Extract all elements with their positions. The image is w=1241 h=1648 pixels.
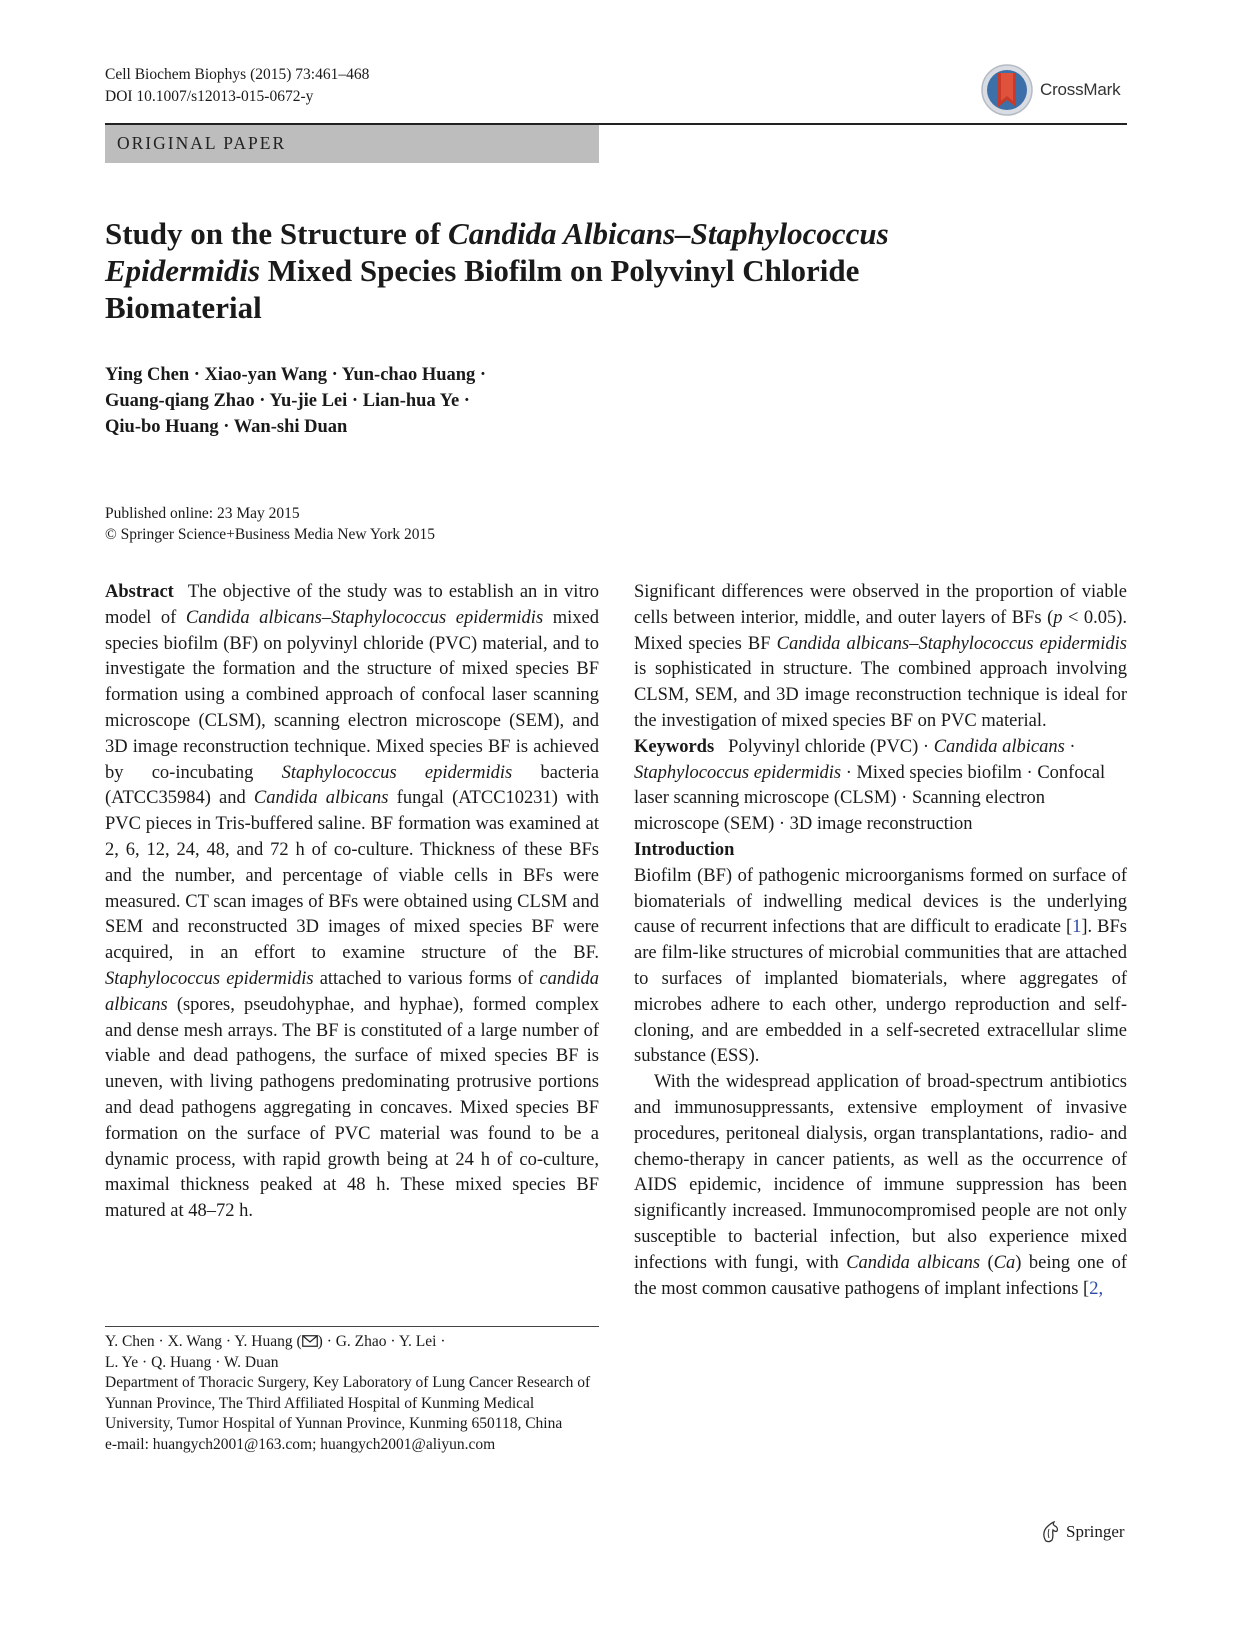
copyright-notice: © Springer Science+Business Media New York 2015 — [105, 526, 436, 543]
abstract-text: bacteria (ATCC35984) and — [105, 762, 599, 809]
reference-link[interactable]: 1 — [1072, 917, 1082, 938]
affiliation-text: Y. Chen · X. Wang · Y. Huang ( — [105, 1333, 302, 1350]
abstract-label: Abstract — [105, 582, 174, 602]
intro-italic: Candida albicans — [846, 1252, 981, 1273]
keyword-text: Polyvinyl chloride (PVC) · — [728, 736, 934, 757]
title-text-1: Study on the Structure of — [105, 216, 449, 251]
footnote-rule — [105, 1326, 599, 1327]
keywords-paragraph — [634, 735, 1127, 838]
abstract-text: mixed species biofilm (BF) on polyvinyl chloride (PVC) material, and to investigate the formation and the structure of mixed species BF formation using a combined approach of confocal laser scanning microscope (CLSM), scanning electron microscope (SEM), and 3D image reconstruction technique. Mixed species BF is achieved by co-incubating — [105, 607, 599, 783]
abstract-text: The objective of the study was to establish an in vitro model of — [105, 582, 599, 628]
affiliation-names-1 — [105, 1332, 599, 1353]
envelope-icon — [302, 1335, 318, 1347]
crossmark-icon — [980, 63, 1034, 117]
affiliation-department: Department of Thoracic Surgery, Key Laboratory of Lung Cancer Research of Yunnan Province, The Third Affiliated Hospital of Kunming Medical University, Tumor Hospital of Yunnan Province, Kunming 650118, China — [105, 1374, 591, 1432]
abstract-text: Significant differences were observed in the proportion of viable cells between interior, middle, and outer layers of BFs ( — [634, 582, 1127, 628]
affiliation-email[interactable]: e-mail: huangych2001@163.com; huangych2001@aliyun.com — [105, 1435, 496, 1453]
keyword-text: · — [1064, 736, 1076, 757]
authors-line-1: Ying Chen · Xiao-yan Wang · Yun-chao Huang · — [105, 365, 487, 385]
intro-text: Biofilm (BF) of pathogenic microorganisms formed on surface of biomaterials of indwelling medical devices is the underlying cause of recurrent infections that are difficult to eradicate [ — [634, 865, 1127, 938]
keyword-italic: Staphylococcus epidermidis — [634, 762, 842, 783]
abstract-text: is sophisticated in structure. The combined approach involving CLSM, SEM, and 3D image reconstruction technique is ideal for the investigation of mixed species BF on PVC material. — [634, 659, 1127, 731]
intro-paragraph-1 — [634, 864, 1127, 1070]
intro-text: ]. BFs are film-like structures of microbial communities that are attached to surfaces of implanted biomaterials, where aggregates of microbes adhere to each other, undergo reproduction and self-cloning, and are embedded in a self-secreted extracellular slime substance (ESS). — [634, 917, 1127, 1067]
publisher-logo — [1040, 1521, 1125, 1543]
abstract-text: fungal (ATCC10231) with PVC pieces in Tris-buffered saline. BF formation was examined at 2, 6, 12, 24, 48, and 72 h of co-culture. Thickness of these BFs and the number, and percentage of viable cells in BFs were measured. CT scan images of BFs were obtained using CLSM and SEM and reconstructed 3D images of mixed species BF were acquired, in an effort to examine structure of the BF. — [105, 788, 600, 964]
abstract-italic: Candida albicans–Staphylococcus epidermidis — [776, 633, 1127, 654]
publication-info — [105, 503, 435, 545]
author-list — [105, 362, 805, 440]
crossmark-badge[interactable] — [980, 60, 1132, 120]
keyword-italic: Candida albicans — [933, 736, 1065, 757]
intro-text: With the widespread application of broad-spectrum antibiotics and immunosuppressants, extensive employment of invasive procedures, peritoneal dialysis, organ transplantations, radio- and chemo-therapy in cancer patients, as well as the occurrence of AIDS epidemic, incidence of immune suppression has been significantly increased. Immunocompromised people are not only susceptible to bacterial infection, but also experience mixed infections with fungi, with — [634, 1072, 1127, 1273]
reference-link[interactable]: 2, — [1089, 1278, 1104, 1299]
abstract-italic: Candida albicans–Staphylococcus epidermidis — [185, 607, 544, 628]
intro-italic: Ca — [993, 1252, 1016, 1273]
intro-paragraph-2 — [634, 1070, 1127, 1302]
right-column — [634, 580, 1127, 1302]
journal-doi[interactable]: DOI 10.1007/s12013-015-0672-y — [105, 88, 314, 105]
keyword-text: · Mixed species biofilm · Confocal laser scanning microscope (CLSM) · Scanning electron microscope (SEM) · 3D image reconstruction — [634, 762, 1106, 835]
title-text-2: Mixed Species Biofilm on Polyvinyl Chloride Biomaterial — [105, 253, 860, 325]
abstract-italic: Staphylococcus epidermidis — [281, 762, 513, 783]
journal-citation — [105, 64, 369, 108]
author-affiliation — [105, 1332, 599, 1455]
journal-volume: Cell Biochem Biophys (2015) 73:461–468 — [105, 66, 370, 83]
crossmark-label: CrossMark — [1040, 80, 1121, 99]
introduction-heading: Introduction — [634, 839, 735, 860]
intro-text: ) being one of the most common causative pathogens of implant infections [ — [634, 1252, 1127, 1299]
abstract-italic: Candida albicans — [253, 788, 389, 809]
abstract-italic: p — [1053, 607, 1063, 628]
intro-text: ( — [980, 1252, 994, 1273]
abstract-text: < 0.05). Mixed species BF — [634, 607, 1127, 654]
springer-horse-icon — [1040, 1521, 1060, 1543]
abstract-text: attached to various forms of — [313, 968, 540, 989]
affiliation-names-2: L. Ye · Q. Huang · W. Duan — [105, 1353, 279, 1371]
abstract-italic: candida albicans — [105, 968, 599, 1015]
abstract-italic: Staphylococcus epidermidis — [105, 968, 314, 989]
abstract-paragraph — [105, 580, 599, 1225]
authors-line-3: Qiu-bo Huang · Wan-shi Duan — [105, 417, 348, 437]
published-date: Published online: 23 May 2015 — [105, 505, 300, 522]
abstract-continuation — [634, 580, 1127, 735]
abstract-text: (spores, pseudohyphae, and hyphae), formed complex and dense mesh arrays. The BF is constituted of a large number of viable and dead pathogens, the surface of mixed species BF is uneven, with living pathogens predominating protrusive portions and dead pathogens aggregating in concaves. Mixed species BF formation on the surface of PVC material was found to be a dynamic process, with rapid growth being at 24 h of co-culture, maximal thickness peaked at 48 h. These mixed species BF matured at 48–72 h. — [105, 994, 599, 1222]
left-column — [105, 580, 599, 1225]
keywords-label: Keywords — [634, 736, 715, 757]
title-species: Candida Albicans–Staphylococcus Epidermidis — [105, 216, 889, 288]
affiliation-text: ) · G. Zhao · Y. Lei · — [317, 1333, 446, 1350]
publisher-name: Springer — [1066, 1522, 1125, 1541]
article-type-label: ORIGINAL PAPER — [117, 133, 287, 153]
authors-line-2: Guang-qiang Zhao · Yu-jie Lei · Lian-hua Ye · — [105, 391, 470, 411]
paper-title — [105, 215, 1005, 326]
